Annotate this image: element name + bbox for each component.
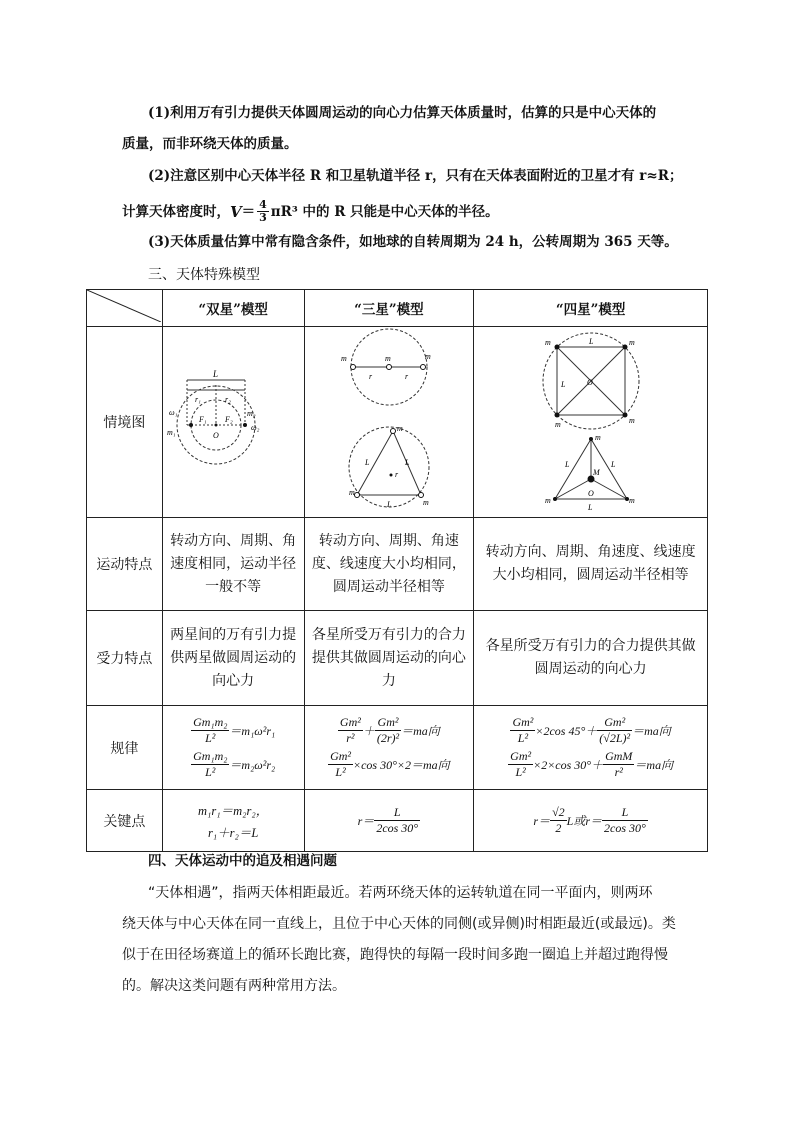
label-L-t-right: L <box>610 460 616 469</box>
para-line-1: “天体相遇”，指两天体相距最近。若两环绕天体的运转轨道在同一平面内，则两环 <box>148 885 653 901</box>
label-r-right: r <box>404 372 408 381</box>
label-O-t: O <box>587 489 594 498</box>
key-triple-eq <box>309 805 470 836</box>
key-t-num: L <box>374 805 420 821</box>
label-O-q: O <box>586 378 593 387</box>
key-q-d1: 2 <box>555 821 562 835</box>
key-quad-eq <box>478 805 703 836</box>
law-t1-d1: r² <box>346 731 355 745</box>
label-F1: F₁ <box>199 415 207 424</box>
label-L-t-left: L <box>564 460 570 469</box>
motion-quad: 转动方向、周期、角速度、线速度大小均相同，圆周运动半径相等 <box>474 518 708 611</box>
corner-cell <box>87 290 163 327</box>
label-L-q-left: L <box>560 380 566 389</box>
label-m-t2: m <box>544 496 551 505</box>
label-L-q-top: L <box>588 337 594 346</box>
diagram-triple-cell <box>304 327 474 518</box>
law-t1-n2: Gm² <box>375 715 401 731</box>
key-q-n1: √2 <box>552 805 565 819</box>
note-2b-v: V <box>230 202 242 221</box>
key-triple <box>304 790 474 852</box>
law-b1-num: Gm₁m₂ <box>193 715 228 729</box>
key-b-l1: m₁r₁＝m₂r₂， <box>198 803 269 818</box>
law-t2-rhs: ×cos 30°×2＝ma向 <box>353 758 450 772</box>
law-b2-num: Gm₁m₂ <box>193 749 228 763</box>
law-t2-den: L² <box>335 765 346 779</box>
label-m-t3: m <box>628 496 635 505</box>
law-q2-rhs: ＝ma向 <box>634 758 674 772</box>
key-binary <box>162 790 304 852</box>
note-1a: (1)利用万有引力提供天体圆周运动的向心力估算天体质量时，估算的只是中心天体的 <box>148 105 657 121</box>
para-line-4: 的。解决这类问题有两种常用方法。 <box>122 978 346 994</box>
label-r-center: r <box>394 470 398 479</box>
law-q1-n1: Gm² <box>512 715 534 729</box>
law-q1-rhs: ＝ma向 <box>632 724 671 738</box>
section-3-title: 三、天体特殊模型 <box>148 267 260 283</box>
label-r-left: r <box>368 372 372 381</box>
law-triple-eq1 <box>309 715 470 746</box>
law-q1-n2: Gm² <box>597 715 632 731</box>
law-q2-d1: L² <box>515 765 526 779</box>
diagonal-line <box>87 290 161 322</box>
law-b1-rhs: ＝m₁ω²r₁ <box>229 724 276 738</box>
force-binary: 两星间的万有引力提供两星做圆周运动的向心力 <box>162 611 304 706</box>
triple-star-diagram <box>305 327 473 513</box>
law-q2-d2: r² <box>614 765 623 779</box>
label-L-right: L <box>404 458 410 467</box>
label-m-q3: m <box>554 420 561 429</box>
row-label-motion: 运动特点 <box>87 518 163 611</box>
motion-triple: 转动方向、周期、角速度、线速度大小均相同，圆周运动半径相等 <box>304 518 474 611</box>
law-t1-rhs: ＝ma向 <box>401 724 440 738</box>
motion-binary: 转动方向、周期、角速度相同，运动半径一般不等 <box>162 518 304 611</box>
diagram-quad-cell <box>474 327 708 518</box>
note-2b-pre: 计算天体密度时， <box>122 203 230 220</box>
diagram-binary-cell <box>162 327 304 518</box>
law-quad-eq2 <box>478 749 703 780</box>
label-m-top: m <box>396 424 403 433</box>
row-label-force: 受力特点 <box>87 611 163 706</box>
law-q2-mid: ×2×cos 30°＋ <box>533 758 604 772</box>
label-m-bl: m <box>348 488 355 497</box>
law-t1-plus: ＋ <box>362 724 375 738</box>
label-m1: m₁ <box>167 428 176 437</box>
note-2b-fraction <box>257 199 269 224</box>
law-binary-eq2 <box>167 749 300 780</box>
law-q1-mid: ×2cos 45°＋ <box>535 724 598 738</box>
key-quad <box>474 790 708 852</box>
law-q2-n2: GmM <box>605 749 633 763</box>
header-binary: “双星”模型 <box>162 290 304 327</box>
note-2a: (2)注意区别中心天体半径 R 和卫星轨道半径 r，只有在天体表面附近的卫星才有 r≈R； <box>148 168 683 184</box>
label-m-center: m <box>384 354 391 363</box>
label-m2: m₂ <box>247 409 256 418</box>
label-m-q4: m <box>628 416 635 425</box>
law-triple-eq2 <box>309 749 470 780</box>
label-L-t-bottom: L <box>587 503 593 512</box>
label-m-br: m <box>422 498 429 507</box>
label-m-left: m <box>340 354 347 363</box>
row-label-scene: 情境图 <box>87 327 163 518</box>
row-label-law: 规律 <box>87 706 163 790</box>
label-r1: r₁ <box>195 395 202 404</box>
key-t-den: 2cos 30° <box>376 821 419 835</box>
header-triple: “三星”模型 <box>304 290 474 327</box>
law-q1-d2: (√2L)² <box>599 731 631 745</box>
label-m-t1: m <box>594 433 601 442</box>
note-2b <box>122 199 499 224</box>
law-b1-den: L² <box>205 731 216 745</box>
law-quad-eq1 <box>478 715 703 746</box>
key-t-lhs: r＝ <box>357 814 375 828</box>
law-t1-d2: (2r)² <box>376 731 400 745</box>
label-m-right: m <box>424 352 431 361</box>
law-t2-num: Gm² <box>330 749 351 763</box>
label-F2: F₂ <box>225 415 233 424</box>
law-b2-rhs: ＝m₂ω²r₂ <box>229 758 276 772</box>
row-label-key: 关键点 <box>87 790 163 852</box>
law-binary-eq1 <box>167 715 300 746</box>
binary-star-diagram <box>163 330 303 510</box>
force-quad: 各星所受万有引力的合力提供其做圆周运动的向心力 <box>474 611 708 706</box>
label-m-q2: m <box>628 338 635 347</box>
note-2b-den: 3 <box>259 211 267 224</box>
models-table <box>86 289 708 852</box>
note-2b-eq: ＝ <box>241 203 256 220</box>
header-quad: “四星”模型 <box>474 290 708 327</box>
law-t1-n1: Gm² <box>339 715 361 729</box>
label-w1: ω₁ <box>169 408 178 417</box>
law-quad <box>474 706 708 790</box>
label-O: O <box>213 431 219 440</box>
key-q-lhs: r＝ <box>533 814 551 828</box>
law-binary <box>162 706 304 790</box>
section-4-title: 四、天体运动中的追及相遇问题 <box>148 853 337 869</box>
law-q2-n1: Gm² <box>510 749 532 763</box>
label-L: L <box>213 369 219 379</box>
label-w2: ω₂ <box>251 423 260 432</box>
para-line-3: 似于在田径场赛道上的循环长跑比赛，跑得快的每隔一段时间多跑一圈追上并超过跑得慢 <box>122 947 668 963</box>
law-b2-den: L² <box>205 765 216 779</box>
law-triple <box>304 706 474 790</box>
force-triple: 各星所受万有引力的合力提供其做圆周运动的向心力 <box>304 611 474 706</box>
para-line-2: 绕天体与中心天体在同一直线上，且位于中心天体的同侧(或异侧)时相距最近(或最远)。类 <box>122 916 676 932</box>
key-q-mid: L或r＝ <box>566 814 603 828</box>
note-2b-post: πR³ 中的 R 只能是中心天体的半径。 <box>270 203 499 220</box>
note-2b-num: 4 <box>259 198 267 211</box>
label-r2: r₂ <box>225 395 232 404</box>
law-q1-d1: L² <box>517 731 529 745</box>
quad-star-diagram <box>475 327 707 513</box>
label-L-bottom: L <box>386 500 392 509</box>
key-q-n2: L <box>602 805 648 821</box>
key-b-l2: r₁＋r₂＝L <box>207 825 259 840</box>
label-M: M <box>592 468 600 477</box>
key-q-d2: 2cos 30° <box>604 821 646 835</box>
label-L-left: L <box>364 458 370 467</box>
note-1b: 质量，而非环绕天体的质量。 <box>122 136 298 152</box>
label-m-q1: m <box>544 338 551 347</box>
note-3: (3)天体质量估算中常有隐含条件，如地球的自转周期为 24 h，公转周期为 365 天等。 <box>148 234 678 250</box>
